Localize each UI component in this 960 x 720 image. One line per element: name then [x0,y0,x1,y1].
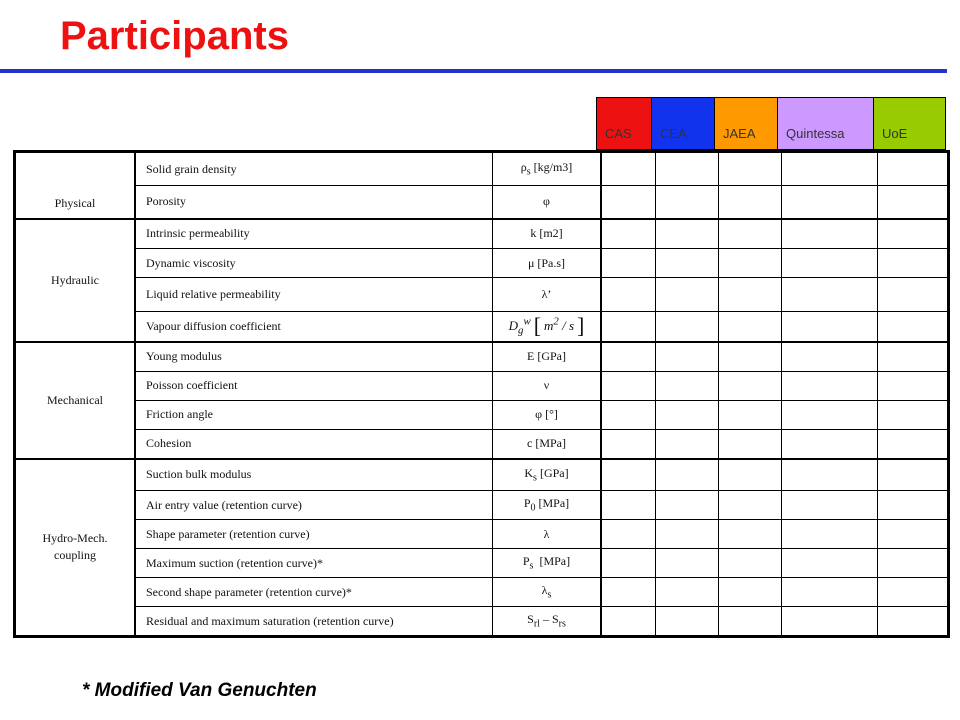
participant-label: CAS [605,126,632,141]
parameter-symbol: E [GPa] [493,342,602,372]
value-cell [782,520,878,549]
parameter-name: Cohesion [135,429,493,459]
parameters-table [13,150,950,638]
value-cell [601,520,656,549]
parameter-symbol: μ [Pa.s] [493,249,602,278]
value-cell [719,371,782,400]
value-cell [656,249,719,278]
value-cell [782,278,878,312]
group-label-line: Hydro-Mech. [42,531,108,546]
table-row [15,549,949,578]
value-cell [601,278,656,312]
value-cell [782,400,878,429]
value-cell [782,342,878,372]
value-cell [601,186,656,219]
value-cell [719,578,782,607]
group-hydro-mech-coupling [15,459,136,637]
value-cell [782,549,878,578]
table-row [15,607,949,637]
value-cell [656,520,719,549]
value-cell [782,371,878,400]
value-cell [601,312,656,342]
value-cell [656,400,719,429]
participant-quintessa [777,97,873,150]
parameter-name: Vapour diffusion coefficient [135,312,493,342]
value-cell [719,491,782,520]
value-cell [878,549,949,578]
value-cell [782,459,878,491]
value-cell [656,578,719,607]
parameter-symbol: $S_{rl} - S_{rs}$ [493,607,602,637]
value-cell [719,152,782,186]
value-cell [878,371,949,400]
value-cell [878,520,949,549]
value-cell [719,278,782,312]
table-row [15,578,949,607]
value-cell [601,549,656,578]
value-cell [782,249,878,278]
participants-header [596,97,946,150]
value-cell [656,312,719,342]
value-cell [656,152,719,186]
value-cell [601,371,656,400]
parameter-name: Maximum suction (retention curve)* [135,549,493,578]
value-cell [878,578,949,607]
value-cell [656,549,719,578]
value-cell [878,459,949,491]
table-row [15,371,949,400]
parameter-symbol: k [m2] [493,219,602,249]
value-cell [601,578,656,607]
table-row [15,429,949,459]
value-cell [656,429,719,459]
value-cell [601,249,656,278]
value-cell [878,152,949,186]
value-cell [878,491,949,520]
parameter-symbol: ν [493,371,602,400]
parameter-name: Air entry value (retention curve) [135,491,493,520]
parameter-name: Young modulus [135,342,493,372]
value-cell [878,186,949,219]
value-cell [878,429,949,459]
group-physical: Physical [15,152,136,219]
value-cell [656,607,719,637]
parameter-symbol: $P_s$ [MPa] [493,549,602,578]
participant-label: UoE [882,126,908,141]
value-cell [782,186,878,219]
participant-uoe [873,97,946,150]
parameter-symbol: $P_0$ [MPa] [493,491,602,520]
parameter-name: Suction bulk modulus [135,459,493,491]
participant-label: Quintessa [786,126,845,141]
participant-label: CEA [660,126,687,141]
table-row [15,459,949,491]
value-cell [601,459,656,491]
value-cell [719,549,782,578]
group-mechanical: Mechanical [15,342,136,459]
value-cell [719,429,782,459]
value-cell [878,342,949,372]
parameter-name: Intrinsic permeability [135,219,493,249]
table-row [15,400,949,429]
value-cell [878,607,949,637]
parameter-name: Second shape parameter (retention curve)* [135,578,493,607]
parameter-name: Liquid relative permeability [135,278,493,312]
value-cell [719,219,782,249]
parameter-symbol: φ [°] [493,400,602,429]
value-cell [782,491,878,520]
value-cell [719,342,782,372]
value-cell [656,278,719,312]
value-cell [782,219,878,249]
parameter-symbol: λ [493,520,602,549]
parameter-symbol: $K_s$ [GPa] [493,459,602,491]
parameter-symbol: $D_g^w$ [ $m^2$ / s ] [493,312,602,342]
value-cell [656,371,719,400]
table-row [15,152,949,186]
participant-label: JAEA [723,126,756,141]
value-cell [878,278,949,312]
parameter-name: Shape parameter (retention curve) [135,520,493,549]
value-cell [656,491,719,520]
parameter-name: Friction angle [135,400,493,429]
group-label-line: coupling [54,548,96,563]
value-cell [601,152,656,186]
value-cell [656,342,719,372]
value-cell [601,429,656,459]
parameter-symbol: $\rho_s$ [kg/m3] [493,152,602,186]
value-cell [719,607,782,637]
value-cell [601,400,656,429]
value-cell [719,186,782,219]
footnote: * Modified Van Genuchten [82,680,317,701]
value-cell [656,219,719,249]
value-cell [878,400,949,429]
participant-cea [651,97,714,150]
title-underline [0,69,947,73]
table-row [15,312,949,342]
value-cell [719,400,782,429]
table-row [15,186,949,219]
group-hydraulic: Hydraulic [15,219,136,342]
table-row [15,342,949,372]
parameter-symbol: $\lambda_s$ [493,578,602,607]
value-cell [782,152,878,186]
table-row [15,249,949,278]
value-cell [601,607,656,637]
value-cell [782,429,878,459]
slide-title: Participants [60,14,289,58]
parameter-symbol: φ [493,186,602,219]
parameter-name: Residual and maximum saturation (retention curve) [135,607,493,637]
parameter-name: Solid grain density [135,152,493,186]
table-row [15,491,949,520]
value-cell [719,312,782,342]
value-cell [782,312,878,342]
participant-cas [596,97,651,150]
value-cell [719,459,782,491]
value-cell [878,249,949,278]
parameter-symbol: c [MPa] [493,429,602,459]
value-cell [878,312,949,342]
value-cell [656,459,719,491]
value-cell [656,186,719,219]
parameter-name: Porosity [135,186,493,219]
value-cell [719,249,782,278]
participant-jaea [714,97,777,150]
value-cell [782,578,878,607]
parameter-name: Poisson coefficient [135,371,493,400]
value-cell [782,607,878,637]
value-cell [601,491,656,520]
value-cell [601,219,656,249]
value-cell [601,342,656,372]
parameter-symbol: λ’ [493,278,602,312]
parameter-name: Dynamic viscosity [135,249,493,278]
value-cell [719,520,782,549]
table-row [15,520,949,549]
table-row [15,219,949,249]
value-cell [878,219,949,249]
table-row [15,278,949,312]
